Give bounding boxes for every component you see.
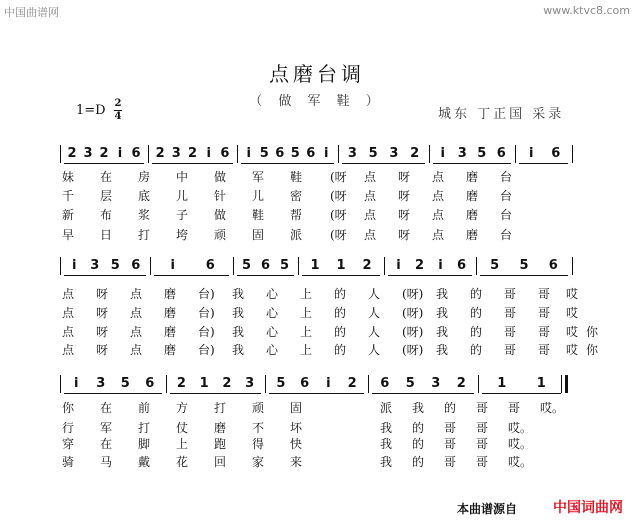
lyric-char: 我 xyxy=(232,343,245,357)
lyric-char: 在 xyxy=(100,170,113,184)
note: 2 xyxy=(176,376,186,391)
lyric-char: 哥 xyxy=(508,401,521,415)
lyric-char: 帮 xyxy=(290,208,303,222)
lyric-char: 回 xyxy=(214,455,227,469)
lyric-char: 妹 xyxy=(62,170,75,184)
lyric-char: 上 xyxy=(300,343,313,357)
lyric-char: 脚 xyxy=(138,437,151,451)
note: 1 xyxy=(536,376,546,391)
lyric-char: 呀 xyxy=(96,287,109,301)
note: 6 xyxy=(260,258,271,273)
lyric-char: 层 xyxy=(100,189,113,203)
note: i xyxy=(117,146,123,161)
lyric-char: 我 xyxy=(436,287,449,301)
barline xyxy=(60,145,61,163)
note: 5 xyxy=(290,146,300,161)
note: 6 xyxy=(548,258,558,273)
lyric-char: 中 xyxy=(176,170,189,184)
beam-underline xyxy=(241,163,334,164)
lyric-char: 马 xyxy=(100,455,113,469)
note: 6 xyxy=(131,258,141,273)
note: i xyxy=(246,146,251,161)
lyric-char: 家 xyxy=(252,455,265,469)
lyric-char: 不 xyxy=(252,421,265,435)
lyric-char: 磨 xyxy=(164,343,177,357)
lyric-char: 方 xyxy=(176,401,189,415)
note: i xyxy=(206,146,211,161)
lyric-char: 儿 xyxy=(252,189,265,203)
lyric-char: 人 xyxy=(368,343,381,357)
lyric-char: 哥 xyxy=(504,287,517,301)
lyric-char: 固 xyxy=(290,401,303,415)
lyric-char: 点 xyxy=(130,343,143,357)
lyric-char: 坏 xyxy=(290,421,303,435)
lyric-char: 心 xyxy=(266,306,279,320)
lyric-char: 你 xyxy=(62,401,75,415)
note: 6 xyxy=(551,146,561,161)
barline xyxy=(384,257,385,275)
note: 5 xyxy=(110,258,120,273)
lyric-char: 做 xyxy=(214,170,227,184)
beam-underline xyxy=(154,275,229,276)
watermark-right: www.ktvc8.com xyxy=(543,4,630,17)
barline xyxy=(515,145,516,163)
lyric-char: 骑 xyxy=(62,455,75,469)
note: 6 xyxy=(306,146,316,161)
lyric-char: 的 xyxy=(470,343,483,357)
lyric-char: (呀) xyxy=(402,343,424,357)
lyric-char: 哥 xyxy=(538,306,551,320)
barline xyxy=(148,145,149,163)
lyric-char: 台) xyxy=(198,343,215,357)
lyric-char: 布 xyxy=(100,208,113,222)
note: 2 xyxy=(155,146,165,161)
barline xyxy=(150,257,151,275)
lyric-char: 呀 xyxy=(398,208,411,222)
lyric-char: 人 xyxy=(368,287,381,301)
lyric-char: (呀 xyxy=(330,228,347,242)
lyric-char: 穿 xyxy=(62,437,75,451)
lyric-char: 磨 xyxy=(164,325,177,339)
lyric-char: 的 xyxy=(444,401,457,415)
lyric-char: 房 xyxy=(138,170,151,184)
note: 1 xyxy=(497,376,507,391)
lyric-char: 磨 xyxy=(164,306,177,320)
note: i xyxy=(438,258,443,273)
note: 1 xyxy=(199,376,209,391)
barline xyxy=(429,145,430,163)
lyric-char: 磨 xyxy=(466,208,479,222)
meter-bottom: 4 xyxy=(114,111,122,122)
lyric-char: 子 xyxy=(176,208,189,222)
barline xyxy=(265,375,266,393)
note: 2 xyxy=(414,258,425,273)
note: 5 xyxy=(259,146,269,161)
lyric-char: 磨 xyxy=(466,228,479,242)
lyric-char: 打 xyxy=(214,401,227,415)
lyric-char: 的 xyxy=(334,306,347,320)
lyric-char: 行 xyxy=(62,421,75,435)
lyric-char: 点 xyxy=(364,170,377,184)
lyric-char: 人 xyxy=(368,325,381,339)
lyric-char: 固 xyxy=(252,228,265,242)
note: 6 xyxy=(220,146,230,161)
lyric-char: 在 xyxy=(100,401,113,415)
beam-underline xyxy=(482,393,561,394)
note: 6 xyxy=(205,258,215,273)
lyric-char: 点 xyxy=(130,325,143,339)
lyric-char: 上 xyxy=(300,325,313,339)
note: i xyxy=(72,258,77,273)
note: 2 xyxy=(187,146,197,161)
lyric-char: 哥 xyxy=(504,325,517,339)
lyric-char: (呀) xyxy=(402,325,424,339)
lyric-char: 呀 xyxy=(96,325,109,339)
lyric-char: 的 xyxy=(334,325,347,339)
lyric-char: 哎。 xyxy=(508,455,533,469)
beam-underline xyxy=(64,163,144,164)
lyric-char: 台 xyxy=(500,228,513,242)
footer-site-name: 中国词曲网 xyxy=(553,500,623,516)
lyric-char: 在 xyxy=(100,437,113,451)
lyric-char: 的 xyxy=(412,437,425,451)
beam-underline xyxy=(519,163,568,164)
lyric-char: 日 xyxy=(100,228,113,242)
barline xyxy=(368,375,369,393)
lyric-char: 鞋 xyxy=(252,208,265,222)
lyric-char: 哎 xyxy=(566,287,579,301)
note: 5 xyxy=(405,376,415,391)
lyric-char: 鞋 xyxy=(290,170,303,184)
note: 6 xyxy=(275,146,285,161)
beam-underline xyxy=(302,275,380,276)
lyric-char: 仗 xyxy=(176,421,189,435)
lyric-char: 哥 xyxy=(476,437,489,451)
note: i xyxy=(170,258,175,273)
lyric-char: 磨 xyxy=(466,189,479,203)
lyric-char: 我 xyxy=(232,287,245,301)
note: i xyxy=(440,146,445,161)
lyric-char: 台 xyxy=(500,189,513,203)
note: i xyxy=(529,146,534,161)
note: 5 xyxy=(519,258,529,273)
lyric-char: 儿 xyxy=(176,189,189,203)
page-title: 点磨台调 xyxy=(269,62,365,86)
beam-underline xyxy=(433,163,511,164)
lyric-char: 磨 xyxy=(466,170,479,184)
lyric-char: 的 xyxy=(470,306,483,320)
note: 2 xyxy=(456,376,466,391)
note: 6 xyxy=(380,376,390,391)
lyric-char: 呀 xyxy=(398,228,411,242)
note: 5 xyxy=(477,146,487,161)
lyric-char: 磨 xyxy=(214,421,227,435)
lyric-char: 早 xyxy=(62,228,75,242)
lyric-char: 我 xyxy=(380,437,393,451)
lyric-char: (呀) xyxy=(402,287,424,301)
note: 3 xyxy=(96,376,106,391)
lyric-char: 得 xyxy=(252,437,265,451)
final-barline xyxy=(565,375,568,393)
lyric-char: 哥 xyxy=(538,325,551,339)
lyric-char: 哥 xyxy=(538,287,551,301)
note: i xyxy=(396,258,401,273)
meter-top: 2 xyxy=(114,98,122,109)
barline xyxy=(166,375,167,393)
lyric-char: 我 xyxy=(436,325,449,339)
note: 6 xyxy=(145,376,155,391)
lyric-char: 的 xyxy=(412,455,425,469)
lyric-char: 台 xyxy=(500,170,513,184)
lyric-char: 我 xyxy=(232,325,245,339)
lyric-char: 哎 xyxy=(566,325,579,339)
lyric-char: 你 xyxy=(586,343,599,357)
note: 5 xyxy=(241,258,252,273)
lyric-char: 哥 xyxy=(504,343,517,357)
beam-underline xyxy=(64,275,146,276)
lyric-char: 我 xyxy=(380,421,393,435)
lyric-char: 点 xyxy=(364,189,377,203)
lyric-char: 哎。 xyxy=(540,401,565,415)
barline xyxy=(298,257,299,275)
barline xyxy=(476,257,477,275)
note: 5 xyxy=(368,146,378,161)
lyric-char: 我 xyxy=(380,455,393,469)
lyric-char: 跑 xyxy=(214,437,227,451)
lyric-char: 派 xyxy=(290,228,303,242)
lyric-char: 花 xyxy=(176,455,189,469)
lyric-char: 哥 xyxy=(444,421,457,435)
lyric-char: 新 xyxy=(62,208,75,222)
lyric-char: 我 xyxy=(232,306,245,320)
note: 6 xyxy=(300,376,310,391)
lyric-char: 心 xyxy=(266,325,279,339)
time-signature xyxy=(114,99,122,122)
barline xyxy=(60,257,61,275)
lyric-char: (呀) xyxy=(402,306,424,320)
lyric-char: 哎 xyxy=(566,306,579,320)
key-signature: 1=D xyxy=(76,103,106,118)
lyric-char: 戴 xyxy=(138,455,151,469)
transcriber-credit: 城东 丁正国 采录 xyxy=(438,107,565,122)
note: i xyxy=(74,376,79,391)
lyric-char: 台) xyxy=(198,306,215,320)
lyric-char: 点 xyxy=(62,343,75,357)
note: 3 xyxy=(90,258,100,273)
lyric-char: 哥 xyxy=(444,455,457,469)
lyric-char: 哥 xyxy=(476,421,489,435)
lyric-char: 前 xyxy=(138,401,151,415)
lyric-char: 点 xyxy=(364,228,377,242)
final-barline-thin xyxy=(561,375,562,393)
note: 3 xyxy=(457,146,467,161)
lyric-char: 人 xyxy=(368,306,381,320)
barline xyxy=(478,375,479,393)
note: 3 xyxy=(389,146,399,161)
note: 3 xyxy=(431,376,441,391)
lyric-char: 心 xyxy=(266,287,279,301)
note: 1 xyxy=(310,258,320,273)
note: i xyxy=(324,146,329,161)
lyric-char: 上 xyxy=(176,437,189,451)
beam-underline xyxy=(388,275,472,276)
note: 3 xyxy=(347,146,357,161)
lyric-char: 哎 xyxy=(566,343,579,357)
barline xyxy=(233,257,234,275)
lyric-char: 垮 xyxy=(176,228,189,242)
lyric-char: 哥 xyxy=(476,455,489,469)
lyric-char: 台) xyxy=(198,287,215,301)
page-subtitle: （ 做 军 鞋 ） xyxy=(249,94,385,109)
note: 3 xyxy=(171,146,181,161)
beam-underline xyxy=(372,393,474,394)
lyric-char: 点 xyxy=(432,228,445,242)
lyric-char: 磨 xyxy=(164,287,177,301)
lyric-char: 呀 xyxy=(96,306,109,320)
note: 2 xyxy=(410,146,420,161)
lyric-char: 呀 xyxy=(398,170,411,184)
lyric-char: 点 xyxy=(130,306,143,320)
lyric-char: 上 xyxy=(300,287,313,301)
lyric-char: (呀 xyxy=(330,189,347,203)
lyric-char: 针 xyxy=(214,189,227,203)
lyric-char: 点 xyxy=(130,287,143,301)
lyric-char: 的 xyxy=(334,343,347,357)
lyric-char: 点 xyxy=(62,306,75,320)
lyric-char: 来 xyxy=(290,455,303,469)
lyric-char: 做 xyxy=(214,208,227,222)
lyric-char: 派 xyxy=(380,401,393,415)
lyric-char: 顽 xyxy=(252,401,265,415)
barline xyxy=(338,145,339,163)
barline xyxy=(237,145,238,163)
lyric-char: 打 xyxy=(138,421,151,435)
lyric-char: 快 xyxy=(290,437,303,451)
lyric-char: 点 xyxy=(364,208,377,222)
lyric-char: 我 xyxy=(436,343,449,357)
lyric-char: 哎。 xyxy=(508,421,533,435)
note: i xyxy=(326,376,331,391)
note: 2 xyxy=(99,146,109,161)
lyric-char: 点 xyxy=(62,325,75,339)
lyric-char: 点 xyxy=(62,287,75,301)
barline xyxy=(572,145,573,163)
note: 3 xyxy=(83,146,93,161)
note: 2 xyxy=(67,146,77,161)
lyric-char: 千 xyxy=(62,189,75,203)
note: 2 xyxy=(362,258,372,273)
beam-underline xyxy=(152,163,233,164)
lyric-char: 呀 xyxy=(398,189,411,203)
beam-underline xyxy=(480,275,568,276)
lyric-char: 浆 xyxy=(138,208,151,222)
lyric-char: 我 xyxy=(412,401,425,415)
lyric-char: 军 xyxy=(100,421,113,435)
lyric-char: (呀 xyxy=(330,170,347,184)
note: 6 xyxy=(496,146,506,161)
beam-underline xyxy=(269,393,364,394)
lyric-char: 顽 xyxy=(214,228,227,242)
lyric-char: 哎。 xyxy=(508,437,533,451)
lyric-char: 的 xyxy=(470,287,483,301)
lyric-char: 打 xyxy=(138,228,151,242)
lyric-char: 密 xyxy=(290,189,303,203)
lyric-char: 我 xyxy=(436,306,449,320)
beam-underline xyxy=(342,163,425,164)
lyric-char: 你 xyxy=(586,325,599,339)
note: 5 xyxy=(276,376,286,391)
lyric-char: 哥 xyxy=(504,306,517,320)
lyric-char: 哥 xyxy=(444,437,457,451)
lyric-char: 点 xyxy=(432,189,445,203)
lyric-char: 台 xyxy=(500,208,513,222)
footer-source-label: 本曲谱源自 xyxy=(457,502,518,516)
beam-underline xyxy=(64,393,162,394)
barline xyxy=(572,257,573,275)
lyric-char: 的 xyxy=(470,325,483,339)
lyric-char: 上 xyxy=(300,306,313,320)
note: 5 xyxy=(279,258,290,273)
note: 2 xyxy=(222,376,232,391)
beam-underline xyxy=(237,275,294,276)
lyric-char: 哥 xyxy=(476,401,489,415)
lyric-char: 底 xyxy=(138,189,151,203)
lyric-char: 军 xyxy=(252,170,265,184)
note: 5 xyxy=(490,258,500,273)
lyric-char: 的 xyxy=(412,421,425,435)
note: 6 xyxy=(456,258,467,273)
lyric-char: 点 xyxy=(432,208,445,222)
note: 3 xyxy=(245,376,255,391)
lyric-char: 点 xyxy=(432,170,445,184)
lyric-char: (呀 xyxy=(330,208,347,222)
note: 6 xyxy=(131,146,141,161)
lyric-char: 的 xyxy=(334,287,347,301)
note: 2 xyxy=(347,376,357,391)
note: 5 xyxy=(120,376,130,391)
lyric-char: 心 xyxy=(266,343,279,357)
lyric-char: 台) xyxy=(198,325,215,339)
watermark-left: 中国曲谱网 xyxy=(4,6,59,19)
beam-underline xyxy=(170,393,261,394)
note: 1 xyxy=(336,258,346,273)
barline xyxy=(60,375,61,393)
lyric-char: 呀 xyxy=(96,343,109,357)
lyric-char: 哥 xyxy=(538,343,551,357)
